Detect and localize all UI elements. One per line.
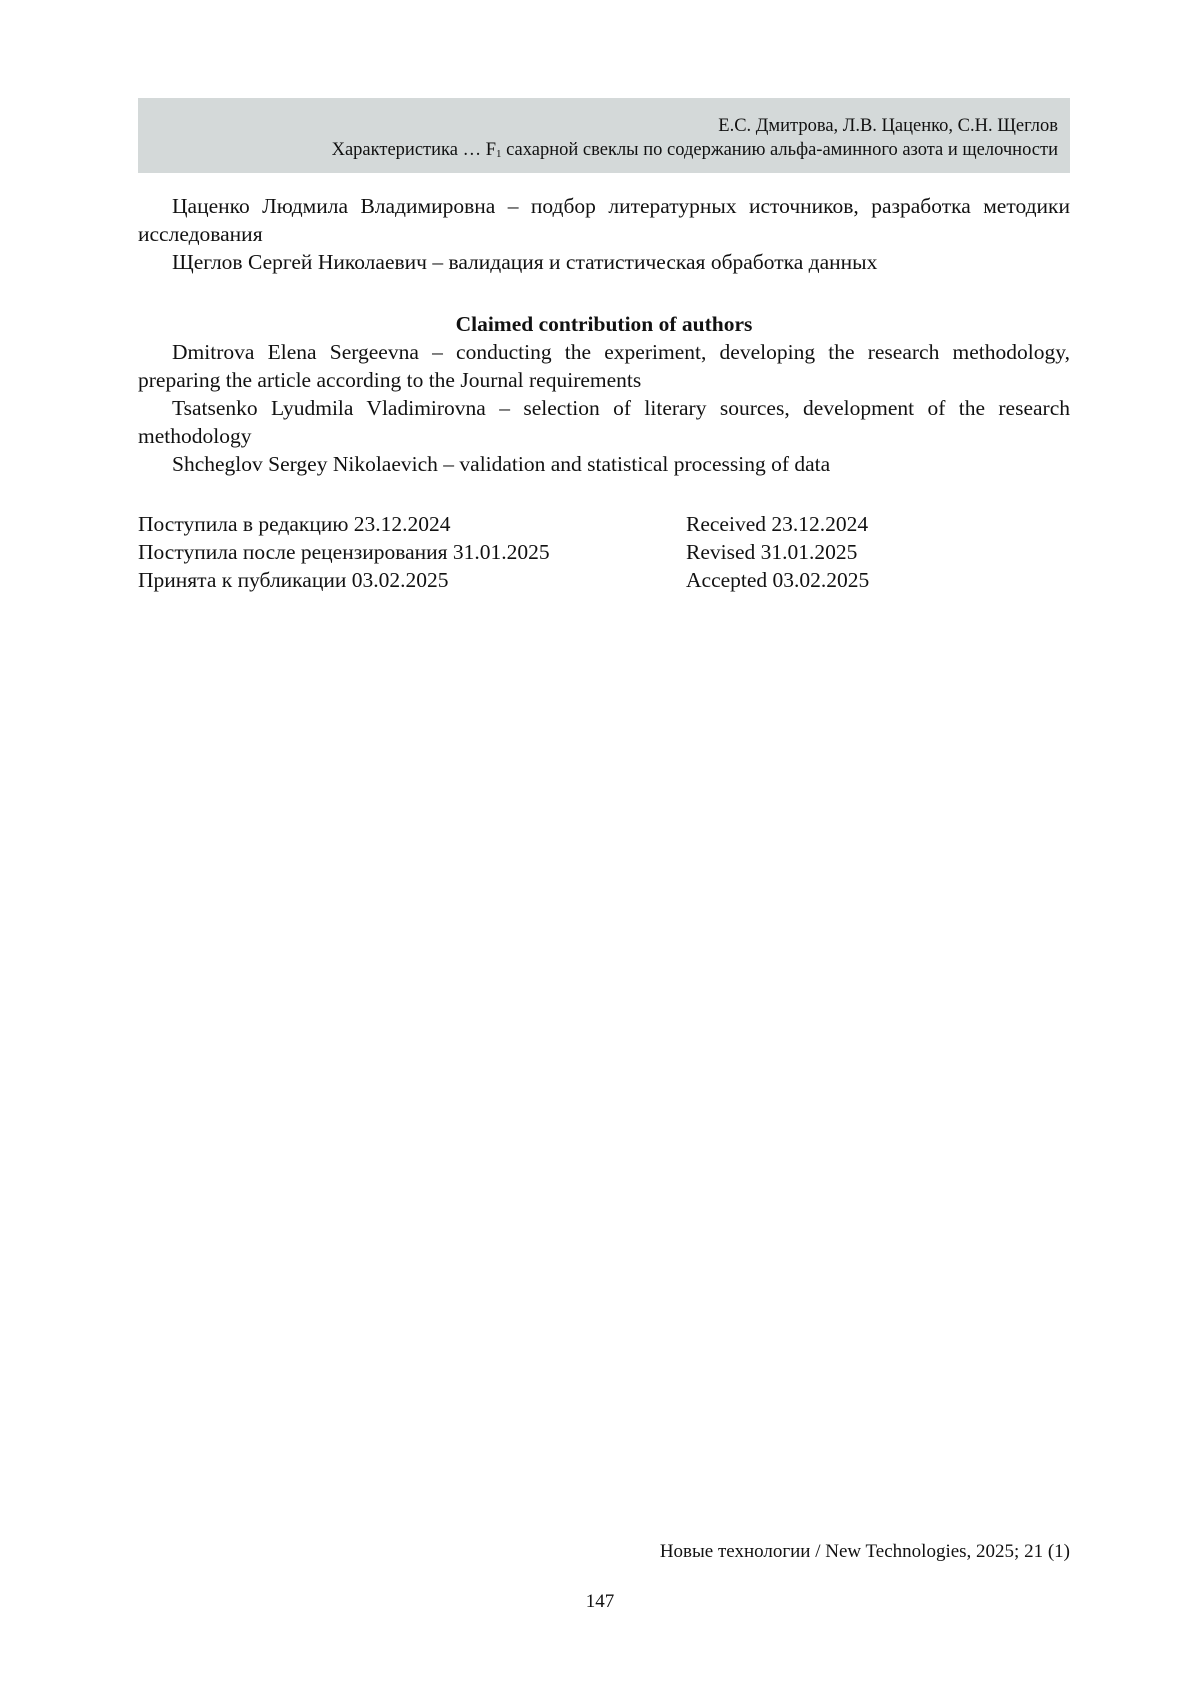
date-en-received: Received 23.12.2024 [686, 512, 869, 536]
running-header [138, 98, 1070, 173]
header-article-title: Характеристика … $F_1$ сахарной свеклы по содержанию альфа-аминного азота и щелочности [331, 140, 1058, 160]
contribution-ru-tsatsenko: Цаценко Людмила Владимировна – подбор литературных источников, разработка методики исследования [138, 194, 1070, 246]
contribution-ru-shcheglov: Щеглов Сергей Николаевич – валидация и статистическая обработка данных [172, 250, 878, 274]
date-en-revised: Revised 31.01.2025 [686, 540, 858, 564]
header-title-subscript: 1 [496, 148, 502, 160]
contribution-en-tsatsenko: Tsatsenko Lyudmila Vladimirovna – selection of literary sources, development of the research methodology [138, 396, 1070, 448]
date-row-revised [138, 538, 1070, 566]
date-en-accepted: Accepted 03.02.2025 [686, 568, 870, 592]
section-heading-claimed-contribution: Claimed contribution of authors [455, 312, 753, 336]
contributions-russian [138, 192, 1070, 276]
page-number: 147 [585, 1591, 615, 1612]
contribution-en-dmitrova: Dmitrova Elena Sergeevna – conducting the experiment, developing the research methodology, preparing the article according to the Journal requirements [138, 340, 1070, 392]
journal-citation: Новые технологии / New Technologies, 2025; 21 (1) [659, 1541, 1070, 1562]
date-row-received [138, 510, 1070, 538]
date-ru-revised: Поступила после рецензирования 31.01.2025 [138, 540, 550, 564]
contribution-en-shcheglov: Shcheglov Sergey Nikolaevich – validation and statistical processing of data [172, 452, 831, 476]
publication-dates [138, 510, 1070, 594]
date-ru-accepted: Принята к публикации 03.02.2025 [138, 568, 449, 592]
date-row-accepted [138, 566, 1070, 594]
header-authors: Е.С. Дмитрова, Л.В. Цаценко, С.Н. Щеглов [718, 116, 1058, 136]
contributions-english [138, 310, 1070, 478]
date-ru-received: Поступила в редакцию 23.12.2024 [138, 512, 451, 536]
